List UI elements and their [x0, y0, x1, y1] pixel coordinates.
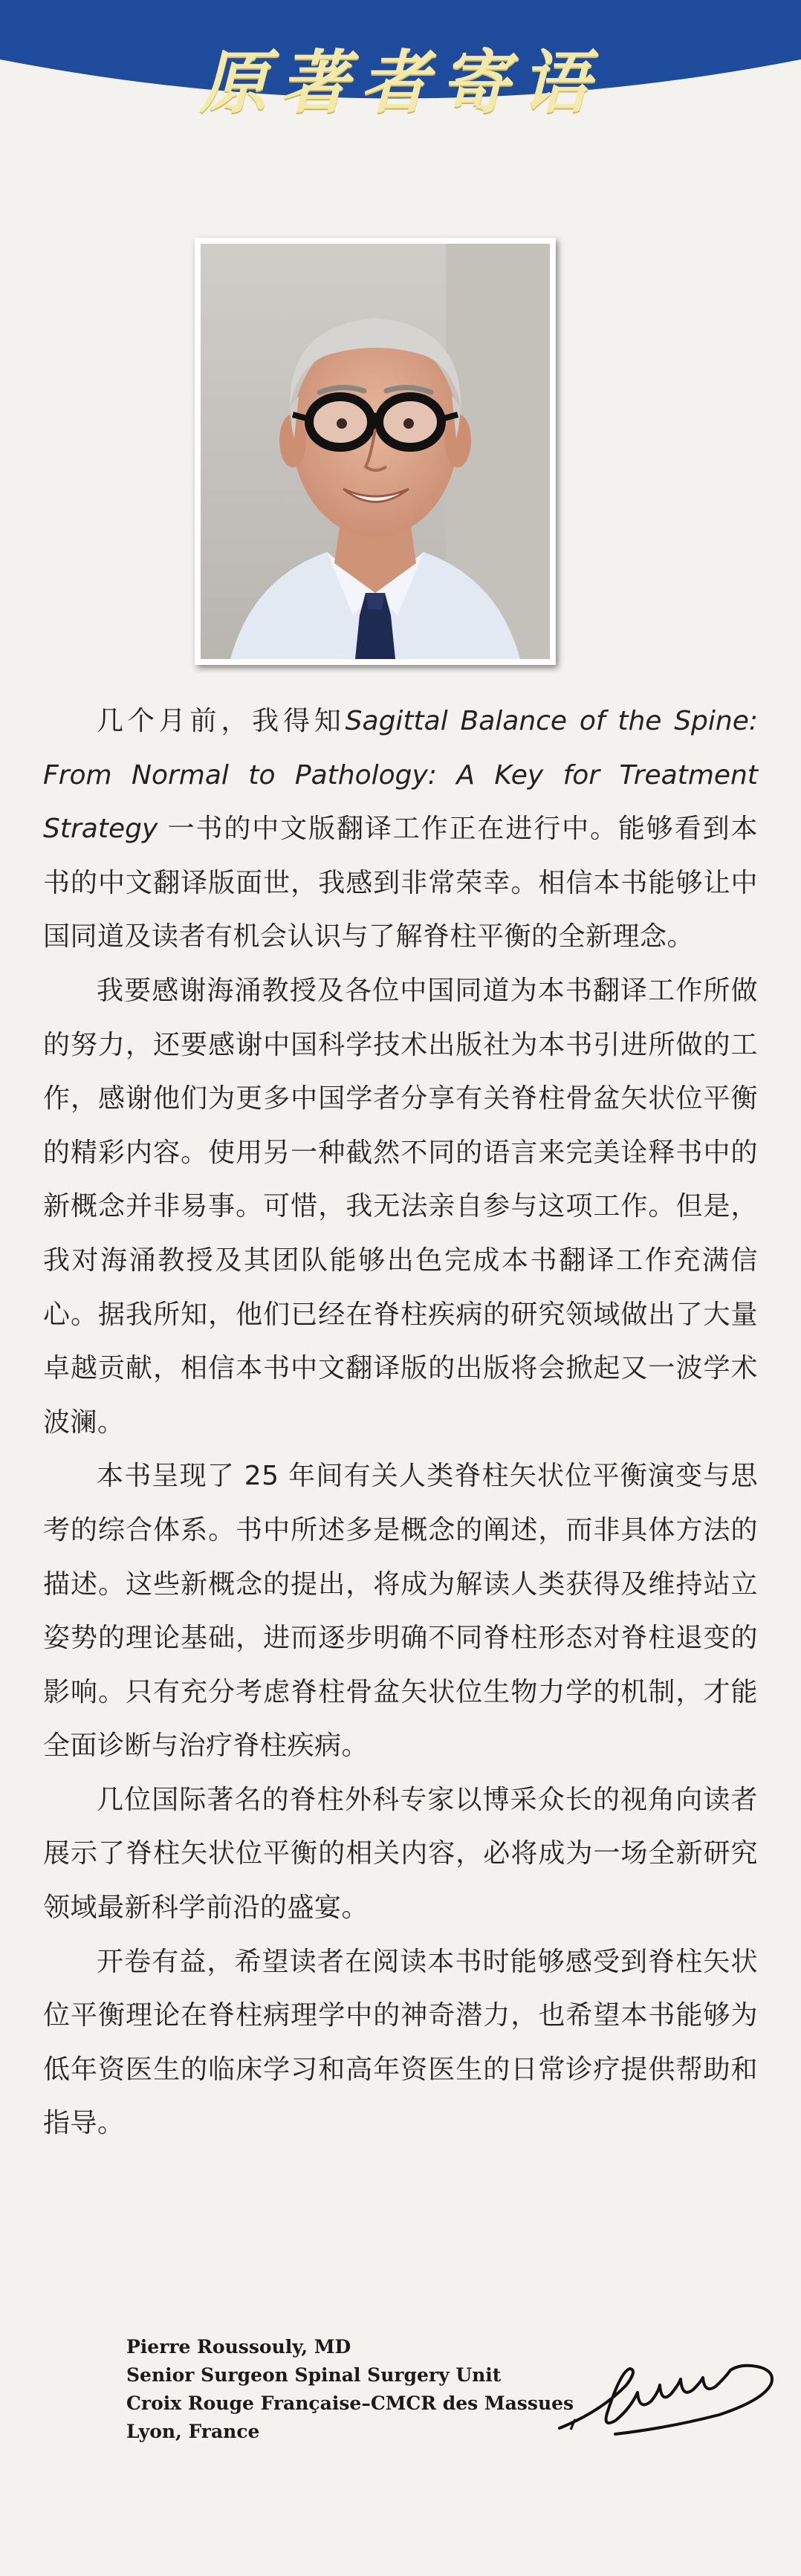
letter-body — [43, 695, 758, 2151]
author-signature-block — [126, 2333, 572, 2446]
paragraph-4: 几位国际著名的脊柱外科专家以博采众长的视角向读者展示了脊柱矢状位平衡的相关内容，必将成为一场全新研究领域最新科学前沿的盛宴。 — [43, 1784, 758, 1924]
title-banner — [0, 0, 801, 123]
paragraph-3: 本书呈现了 25 年间有关人类脊柱矢状位平衡演变与思考的综合体系。书中所述多是概念的阐述，而非具体方法的描述。这些新概念的提出，将成为解读人类获得及维持站立姿势的理论基础，进而逐步明确不同脊柱形态对脊柱退变的影响。只有充分考虑脊柱骨盆矢状位生物力学的机制，才能全面诊断与治疗脊柱疾病。 — [43, 1461, 758, 1762]
paragraph-1-rest: 一书的中文版翻译工作正在进行中。能够看到本书的中文翻译版面世，我感到非常荣幸。相信本书能够让中国同道及读者有机会认识与了解脊柱平衡的全新理念。 — [43, 814, 758, 953]
author-name: Pierre Roussouly, MD — [126, 2336, 351, 2358]
author-institution: Croix Rouge Française–CMCR des Massues — [126, 2392, 574, 2414]
paragraph-5: 开卷有益，希望读者在阅读本书时能够感受到脊柱矢状位平衡理论在脊柱病理学中的神奇潜力，也希望本书能够为低年资医生的临床学习和高年资医生的日常诊疗提供帮助和指导。 — [43, 1946, 758, 2139]
book-title: Sagittal Balance of the Spine: From Normal to Pathology: A Key for Treatment Strategy — [43, 706, 758, 845]
page-title: 原著者寄语 — [199, 43, 601, 123]
author-portrait — [195, 238, 556, 665]
paragraph-1-intro: 几个月前，我得知 — [97, 706, 346, 736]
portrait-image — [201, 244, 550, 659]
author-position: Senior Surgeon Spinal Surgery Unit — [126, 2364, 502, 2386]
handwritten-signature — [556, 2340, 779, 2444]
paragraph-2: 我要感谢海涌教授及各位中国同道为本书翻译工作所做的努力，还要感谢中国科学技术出版社为本书引进所做的工作，感谢他们为更多中国学者分享有关脊柱骨盆矢状位平衡的精彩内容。使用另一种截然不同的语言来完美诠释书中的新概念并非易事。可惜，我无法亲自参与这项工作。但是，我对海涌教授及其团队能够出色完成本书翻译工作充满信心。据我所知，他们已经在脊柱疾病的研究领域做出了大量卓越贡献，相信本书中文翻译版的出版将会掀起又一波学术波澜。 — [43, 975, 758, 1438]
author-location: Lyon, France — [126, 2421, 260, 2442]
paragraph-1 — [43, 695, 758, 964]
